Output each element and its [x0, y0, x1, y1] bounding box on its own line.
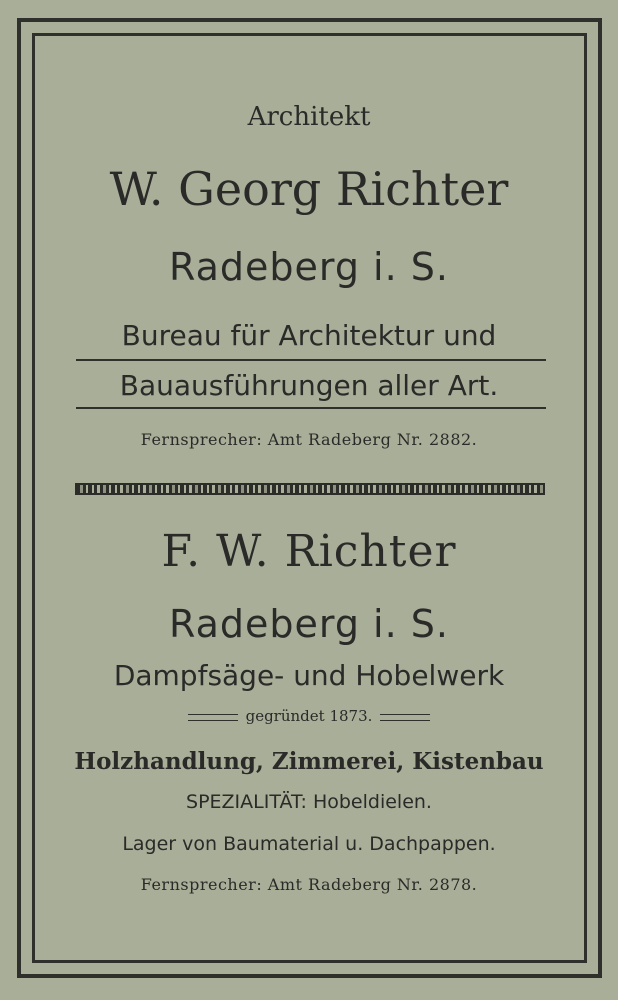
double-rule-right [380, 714, 430, 721]
divider-rule [76, 407, 546, 409]
company-phone: Fernsprecher: Amt Radeberg Nr. 2878. [140, 875, 478, 894]
architect-services-line2: Bauausführungen aller Art. [119, 369, 499, 402]
company-name: F. W. Richter [161, 526, 457, 577]
company-services: Holzhandlung, Zimmerei, Kistenbau [74, 748, 544, 775]
founded-line [0, 709, 618, 724]
architect-location: Radeberg i. S. [169, 245, 449, 289]
company-stock: Lager von Baumaterial u. Dachpappen. [122, 833, 496, 855]
company-location: Radeberg i. S. [169, 602, 449, 646]
founded-text: gegründet 1873. [245, 707, 373, 725]
company-business: Dampfsäge- und Hobelwerk [113, 659, 505, 692]
architect-phone: Fernsprecher: Amt Radeberg Nr. 2882. [140, 430, 478, 449]
architect-services-line1: Bureau für Architektur und [121, 319, 497, 352]
company-specialty: SPEZIALITÄT: Hobeldielen. [186, 791, 432, 813]
ornamental-band [75, 483, 545, 495]
double-rule-left [188, 714, 238, 721]
architect-name: W. Georg Richter [109, 162, 509, 216]
profession-heading: Architekt [247, 102, 371, 132]
divider-rule [76, 359, 546, 361]
